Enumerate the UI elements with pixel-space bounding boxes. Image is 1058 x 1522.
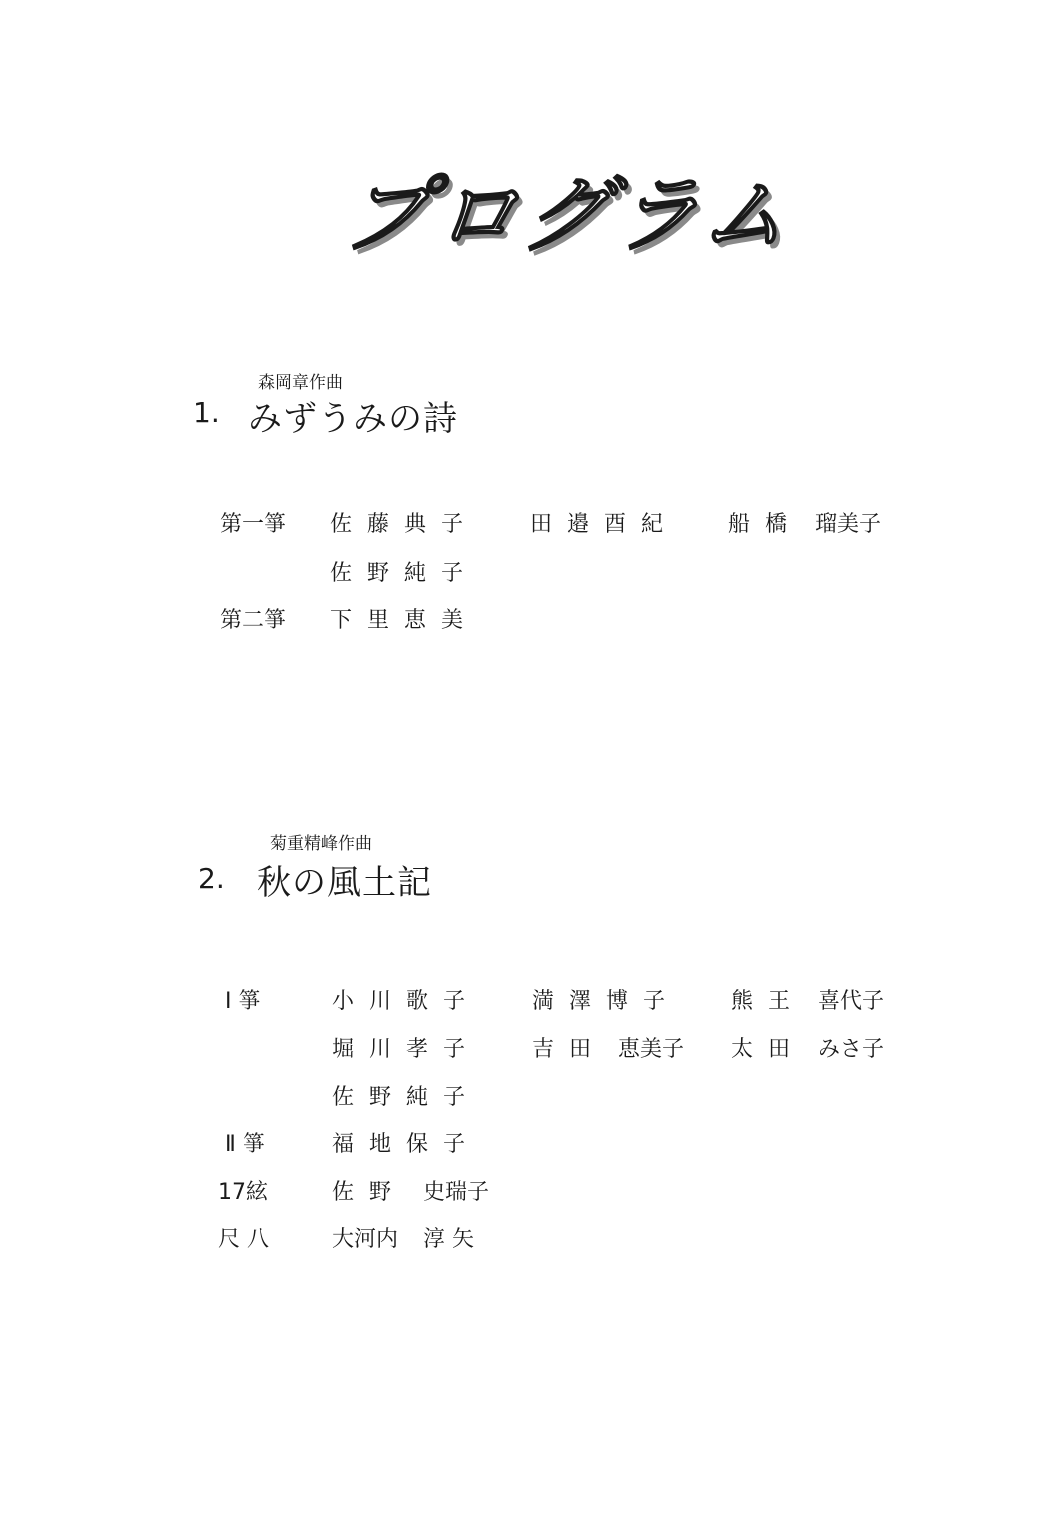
performer-name: 熊王 [731,989,806,1014]
piece-number: 2. [198,862,225,895]
performer-name: 福地保子 [332,1132,481,1157]
piece-title: みずうみの詩 [248,399,458,439]
performer-name: 大河内 [332,1227,399,1252]
part-label: Ⅰ 箏 [225,989,261,1014]
performer-name: 堀川孝子 [332,1037,481,1062]
performer-name: 佐野 [332,1180,407,1205]
performer-name: 恵美子 [618,1037,685,1062]
performer-name: 瑠美子 [815,512,882,537]
performer-name: みさ子 [818,1037,885,1062]
piece-title: 秋の風土記 [257,863,432,903]
composer-credit: 菊重精峰作曲 [270,834,372,854]
part-label: 第一箏 [220,512,287,537]
page-title: プログラム [337,166,801,264]
performer-name: 吉田 [532,1037,607,1062]
performer-name: 淳 矢 [423,1227,474,1252]
composer-credit: 森岡章作曲 [258,373,343,393]
part-label: 第二箏 [220,608,287,633]
part-label: 17絃 [218,1180,268,1205]
performer-name: 太田 [731,1037,806,1062]
performer-name: 小川歌子 [332,989,481,1014]
part-label: Ⅱ 箏 [225,1132,265,1157]
piece-number: 1. [193,396,220,429]
part-label: 尺 八 [218,1227,269,1252]
performer-name: 田邉酉紀 [530,512,679,537]
performer-name: 佐野純子 [332,1085,481,1110]
performer-name: 下里恵美 [330,608,479,633]
performer-name: 佐野純子 [330,561,479,586]
performer-name: 船橋 [728,512,803,537]
performer-name: 史瑞子 [423,1180,490,1205]
performer-name: 満澤博子 [532,989,681,1014]
performer-name: 喜代子 [818,989,885,1014]
performer-name: 佐藤典子 [330,512,479,537]
